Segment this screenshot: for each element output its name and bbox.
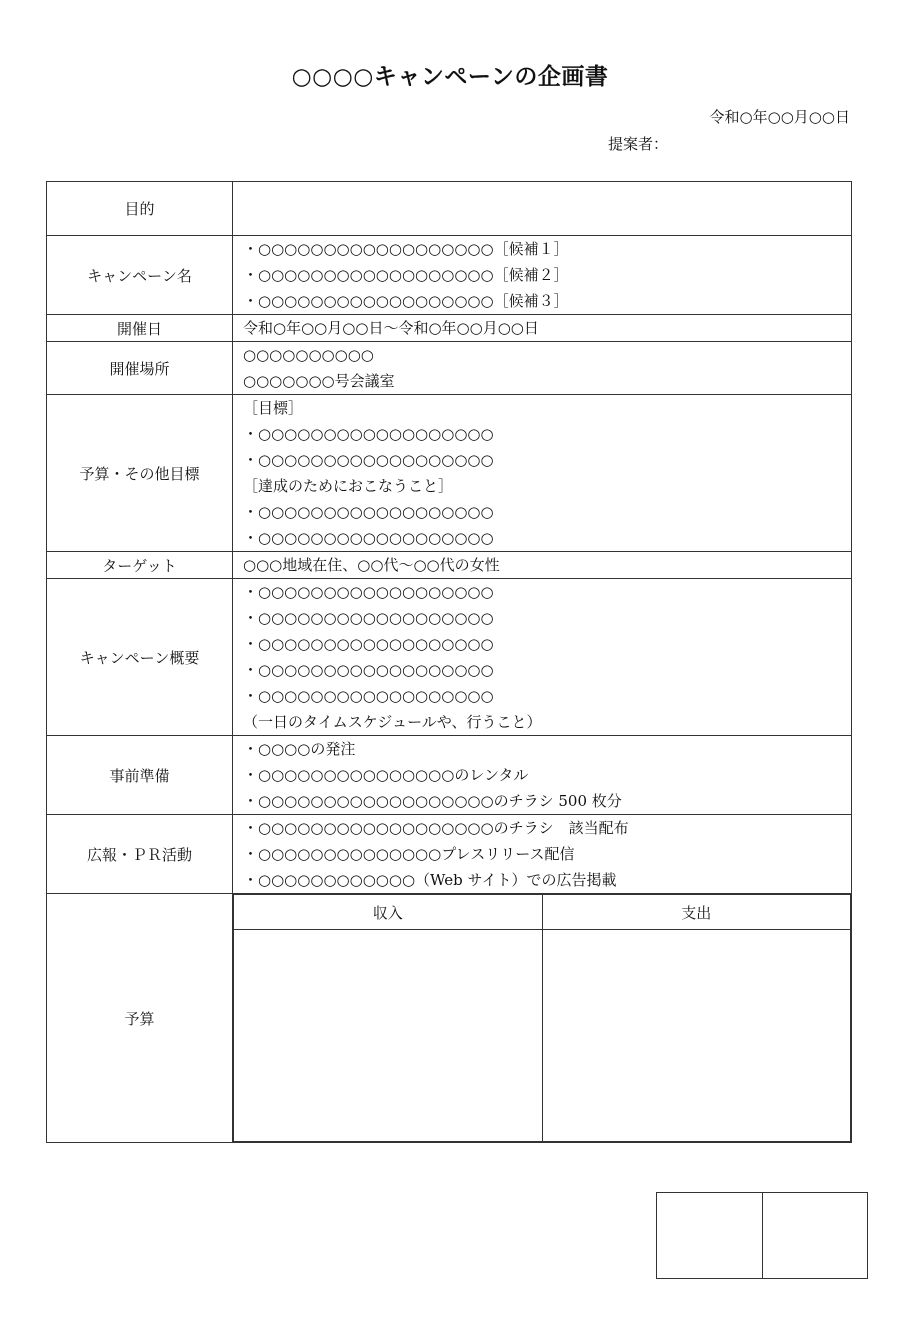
goals-line: ・○○○○○○○○○○○○○○○○○○ — [243, 425, 494, 443]
pr-line: ・○○○○○○○○○○○○○○○○○○のチラシ 該当配布 — [243, 819, 629, 837]
overview-line: ・○○○○○○○○○○○○○○○○○○ — [243, 609, 494, 627]
document-title: ○○○○キャンペーンの企画書 — [291, 63, 609, 90]
target-line: ○○○地域在住、○○代～○○代の女性 — [243, 556, 500, 574]
content-date — [233, 315, 852, 342]
campaign-name-line: ・○○○○○○○○○○○○○○○○○○［候補２］ — [243, 266, 569, 284]
overview-line: ・○○○○○○○○○○○○○○○○○○ — [243, 583, 494, 601]
content-pr — [233, 815, 852, 894]
label-pr: 広報・ＰＲ活動 — [47, 815, 233, 894]
campaign-name-line: ・○○○○○○○○○○○○○○○○○○［候補１］ — [243, 240, 569, 258]
row-campaign-name — [47, 236, 852, 315]
budget-table — [233, 894, 851, 1142]
stamp-box — [762, 1193, 868, 1278]
budget-income-cell[interactable] — [234, 930, 543, 1142]
label-goals: 予算・その他目標 — [47, 395, 233, 552]
goals-line: ［達成のためにおこなうこと］ — [243, 477, 454, 495]
label-venue: 開催場所 — [47, 342, 233, 395]
label-target: ターゲット — [47, 552, 233, 579]
venue-line: ○○○○○○○○○○ — [243, 346, 374, 364]
plan-table — [46, 181, 852, 1143]
preparation-line: ・○○○○の発注 — [243, 740, 356, 758]
overview-line: ・○○○○○○○○○○○○○○○○○○ — [243, 687, 494, 705]
budget-expense-header: 支出 — [542, 895, 851, 930]
budget-expense-cell[interactable] — [542, 930, 851, 1142]
pr-line: ・○○○○○○○○○○○○○○プレスリリース配信 — [243, 845, 575, 863]
content-goals — [233, 395, 852, 552]
overview-line: （一日のタイムスケジュールや、行うこと） — [243, 713, 542, 731]
proposer-label: 提案者： — [608, 135, 669, 153]
goals-line: ・○○○○○○○○○○○○○○○○○○ — [243, 503, 494, 521]
stamp-box — [657, 1193, 762, 1278]
row-pr — [47, 815, 852, 894]
campaign-name-line: ・○○○○○○○○○○○○○○○○○○［候補３］ — [243, 292, 569, 310]
content-venue — [233, 342, 852, 395]
content-overview — [233, 579, 852, 736]
venue-line: ○○○○○○○号会議室 — [243, 372, 395, 390]
budget-header-row — [234, 895, 851, 930]
label-budget: 予算 — [47, 894, 233, 1143]
approval-stamp-boxes — [656, 1192, 868, 1279]
goals-line: ・○○○○○○○○○○○○○○○○○○ — [243, 451, 494, 469]
row-budget — [47, 894, 852, 1143]
row-target — [47, 552, 852, 579]
pr-line: ・○○○○○○○○○○○○（Web サイト）での広告掲載 — [243, 871, 617, 889]
label-date: 開催日 — [47, 315, 233, 342]
label-preparation: 事前準備 — [47, 736, 233, 815]
row-preparation — [47, 736, 852, 815]
row-date — [47, 315, 852, 342]
preparation-line: ・○○○○○○○○○○○○○○○○○○のチラシ 500 枚分 — [243, 792, 622, 810]
label-campaign-name: キャンペーン名 — [47, 236, 233, 315]
budget-income-header: 収入 — [234, 895, 543, 930]
label-purpose: 目的 — [47, 182, 233, 236]
row-venue — [47, 342, 852, 395]
content-campaign-name — [233, 236, 852, 315]
content-purpose — [233, 182, 852, 236]
content-preparation — [233, 736, 852, 815]
row-purpose — [47, 182, 852, 236]
row-goals — [47, 395, 852, 552]
date-line: 令和○年○○月○○日～令和○年○○月○○日 — [243, 319, 539, 337]
goals-line: ・○○○○○○○○○○○○○○○○○○ — [243, 529, 494, 547]
goals-line: ［目標］ — [243, 399, 304, 417]
label-overview: キャンペーン概要 — [47, 579, 233, 736]
budget-body-row — [234, 930, 851, 1142]
document-date: 令和○年○○月○○日 — [709, 108, 850, 126]
row-overview — [47, 579, 852, 736]
preparation-line: ・○○○○○○○○○○○○○○○のレンタル — [243, 766, 529, 784]
overview-line: ・○○○○○○○○○○○○○○○○○○ — [243, 661, 494, 679]
overview-line: ・○○○○○○○○○○○○○○○○○○ — [243, 635, 494, 653]
content-budget — [233, 894, 852, 1143]
content-target — [233, 552, 852, 579]
